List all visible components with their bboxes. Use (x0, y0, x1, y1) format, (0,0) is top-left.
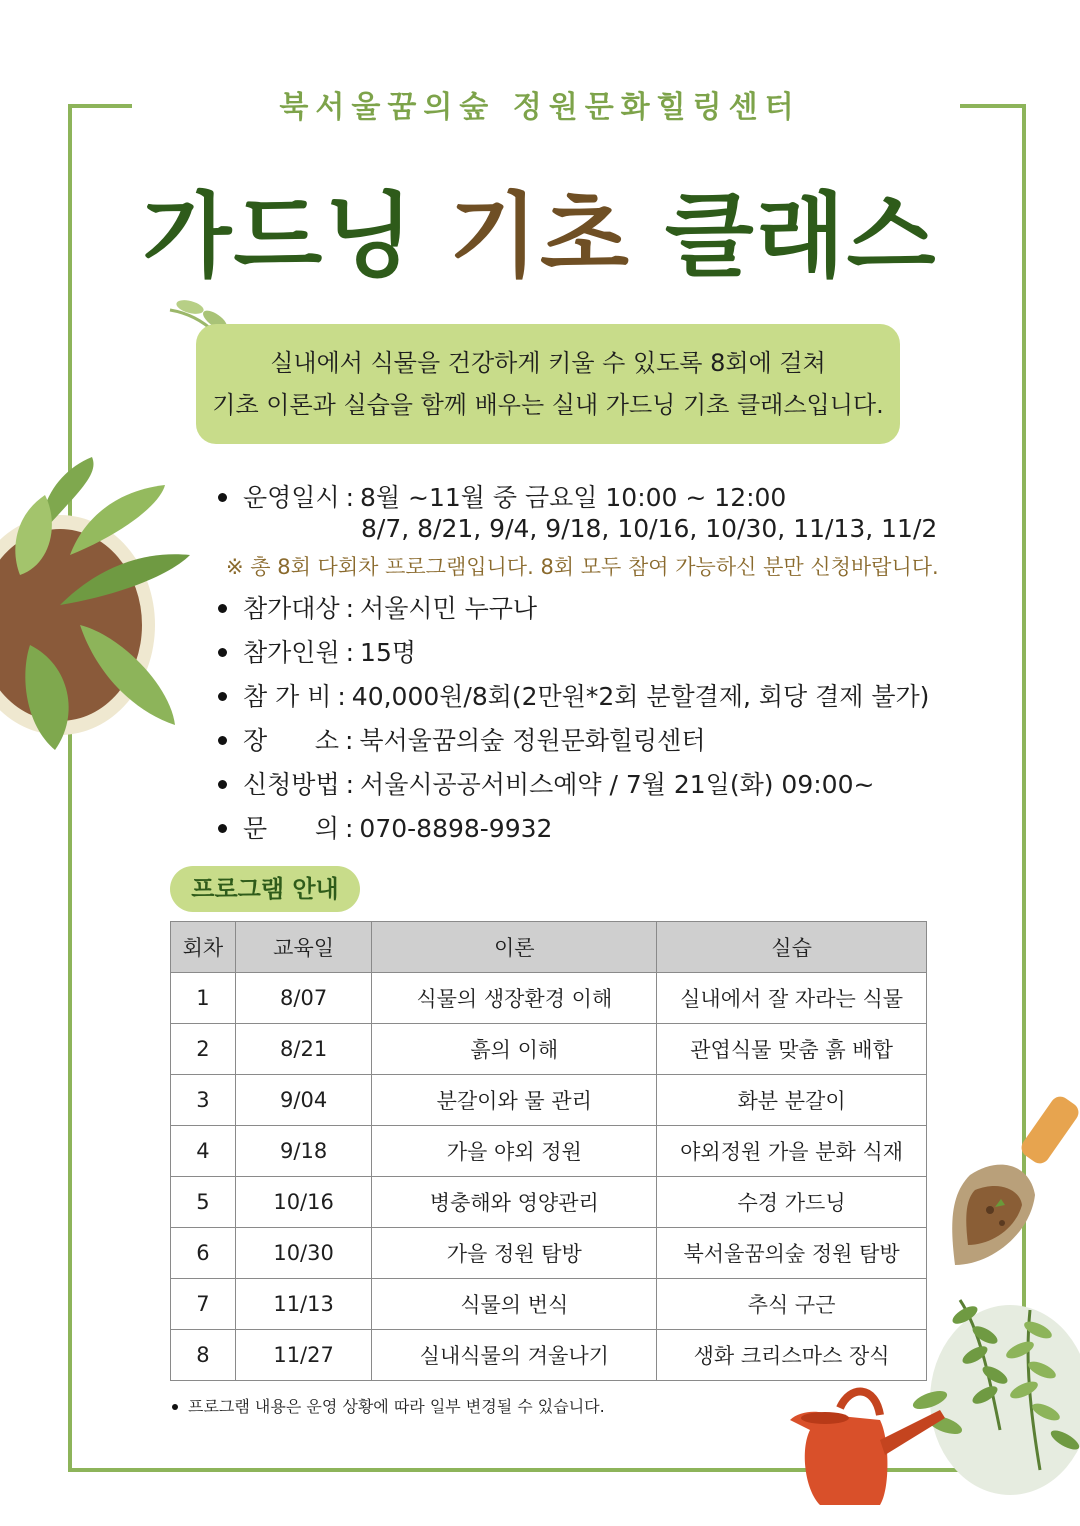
bullet-icon (218, 604, 227, 613)
title-part-basic: 기초 (449, 183, 631, 290)
bullet-icon (218, 824, 227, 833)
bullet-icon (218, 692, 227, 701)
info-apply: 신청방법 : 서울시공공서비스예약 / 7월 21일(화) 09:00~ (218, 765, 874, 801)
table-row: 6 10/30 가을 정원 탐방 북서울꿈의숲 정원 탐방 (171, 1228, 927, 1279)
table-row: 1 8/07 식물의 생장환경 이해 실내에서 잘 자라는 식물 (171, 973, 927, 1024)
bullet-icon (218, 493, 227, 502)
table-header-row (171, 922, 927, 973)
info-place: 장 소 : 북서울꿈의숲 정원문화힐링센터 (218, 721, 705, 757)
title-part-class: 클래스 (664, 183, 938, 290)
info-notice: ※ 총 8회 다회차 프로그램입니다. 8회 모두 참여 가능하신 분만 신청바랍니다. (226, 555, 939, 579)
info-label: 운영일시 (243, 483, 340, 512)
footnote: 프로그램 내용은 운영 상황에 따라 일부 변경될 수 있습니다. (172, 1394, 605, 1417)
intro-line-2: 기초 이론과 실습을 함께 배우는 실내 가드닝 기초 클래스입니다. (212, 391, 884, 419)
bullet-icon (218, 736, 227, 745)
header-theory: 이론 (372, 922, 657, 973)
info-schedule-dates: 8/7, 8/21, 9/4, 9/18, 10/16, 10/30, 11/13, 11/2 (361, 514, 938, 543)
intro-line-1: 실내에서 식물을 건강하게 키울 수 있도록 8회에 걸쳐 (270, 349, 826, 377)
trowel-illustration (940, 1095, 1080, 1275)
table-row: 4 9/18 가을 야외 정원 야외정원 가을 분화 식재 (171, 1126, 927, 1177)
info-value: 8월 ~11월 중 금요일 10:00 ~ 12:00 (360, 483, 787, 512)
table-row: 2 8/21 흙의 이해 관엽식물 맞춤 흙 배합 (171, 1024, 927, 1075)
frame-left (68, 104, 72, 1472)
info-contact: 문 의 : 070-8898-9932 (218, 809, 552, 845)
table-row: 8 11/27 실내식물의 겨울나기 생화 크리스마스 장식 (171, 1330, 927, 1381)
page-title (0, 182, 1080, 292)
watering-can-plant-illustration (780, 1290, 1080, 1526)
info-target: 참가대상 : 서울시민 누구나 (218, 589, 537, 625)
bullet-icon (218, 648, 227, 657)
header-date: 교육일 (235, 922, 372, 973)
info-fee: 참 가 비 : 40,000원/8회(2만원*2회 분할결제, 회당 결제 불가) (218, 677, 929, 713)
potted-plant-illustration (0, 455, 200, 755)
program-label: 프로그램 안내 (170, 866, 360, 912)
bullet-icon (172, 1404, 178, 1410)
header-session: 회차 (171, 922, 236, 973)
title-part-gardening: 가드닝 (142, 183, 416, 290)
table-row: 7 11/13 식물의 번식 추식 구근 (171, 1279, 927, 1330)
info-schedule: 운영일시 : 8월 ~11월 중 금요일 10:00 ~ 12:00 (218, 478, 786, 514)
table-row: 5 10/16 병충해와 영양관리 수경 가드닝 (171, 1177, 927, 1228)
header-practice: 실습 (657, 922, 927, 973)
bullet-icon (218, 780, 227, 789)
intro-box (196, 324, 900, 444)
org-name: 북서울꿈의숲 정원문화힐링센터 (279, 90, 801, 125)
table-row: 3 9/04 분갈이와 물 관리 화분 분갈이 (171, 1075, 927, 1126)
info-capacity: 참가인원 : 15명 (218, 633, 416, 669)
